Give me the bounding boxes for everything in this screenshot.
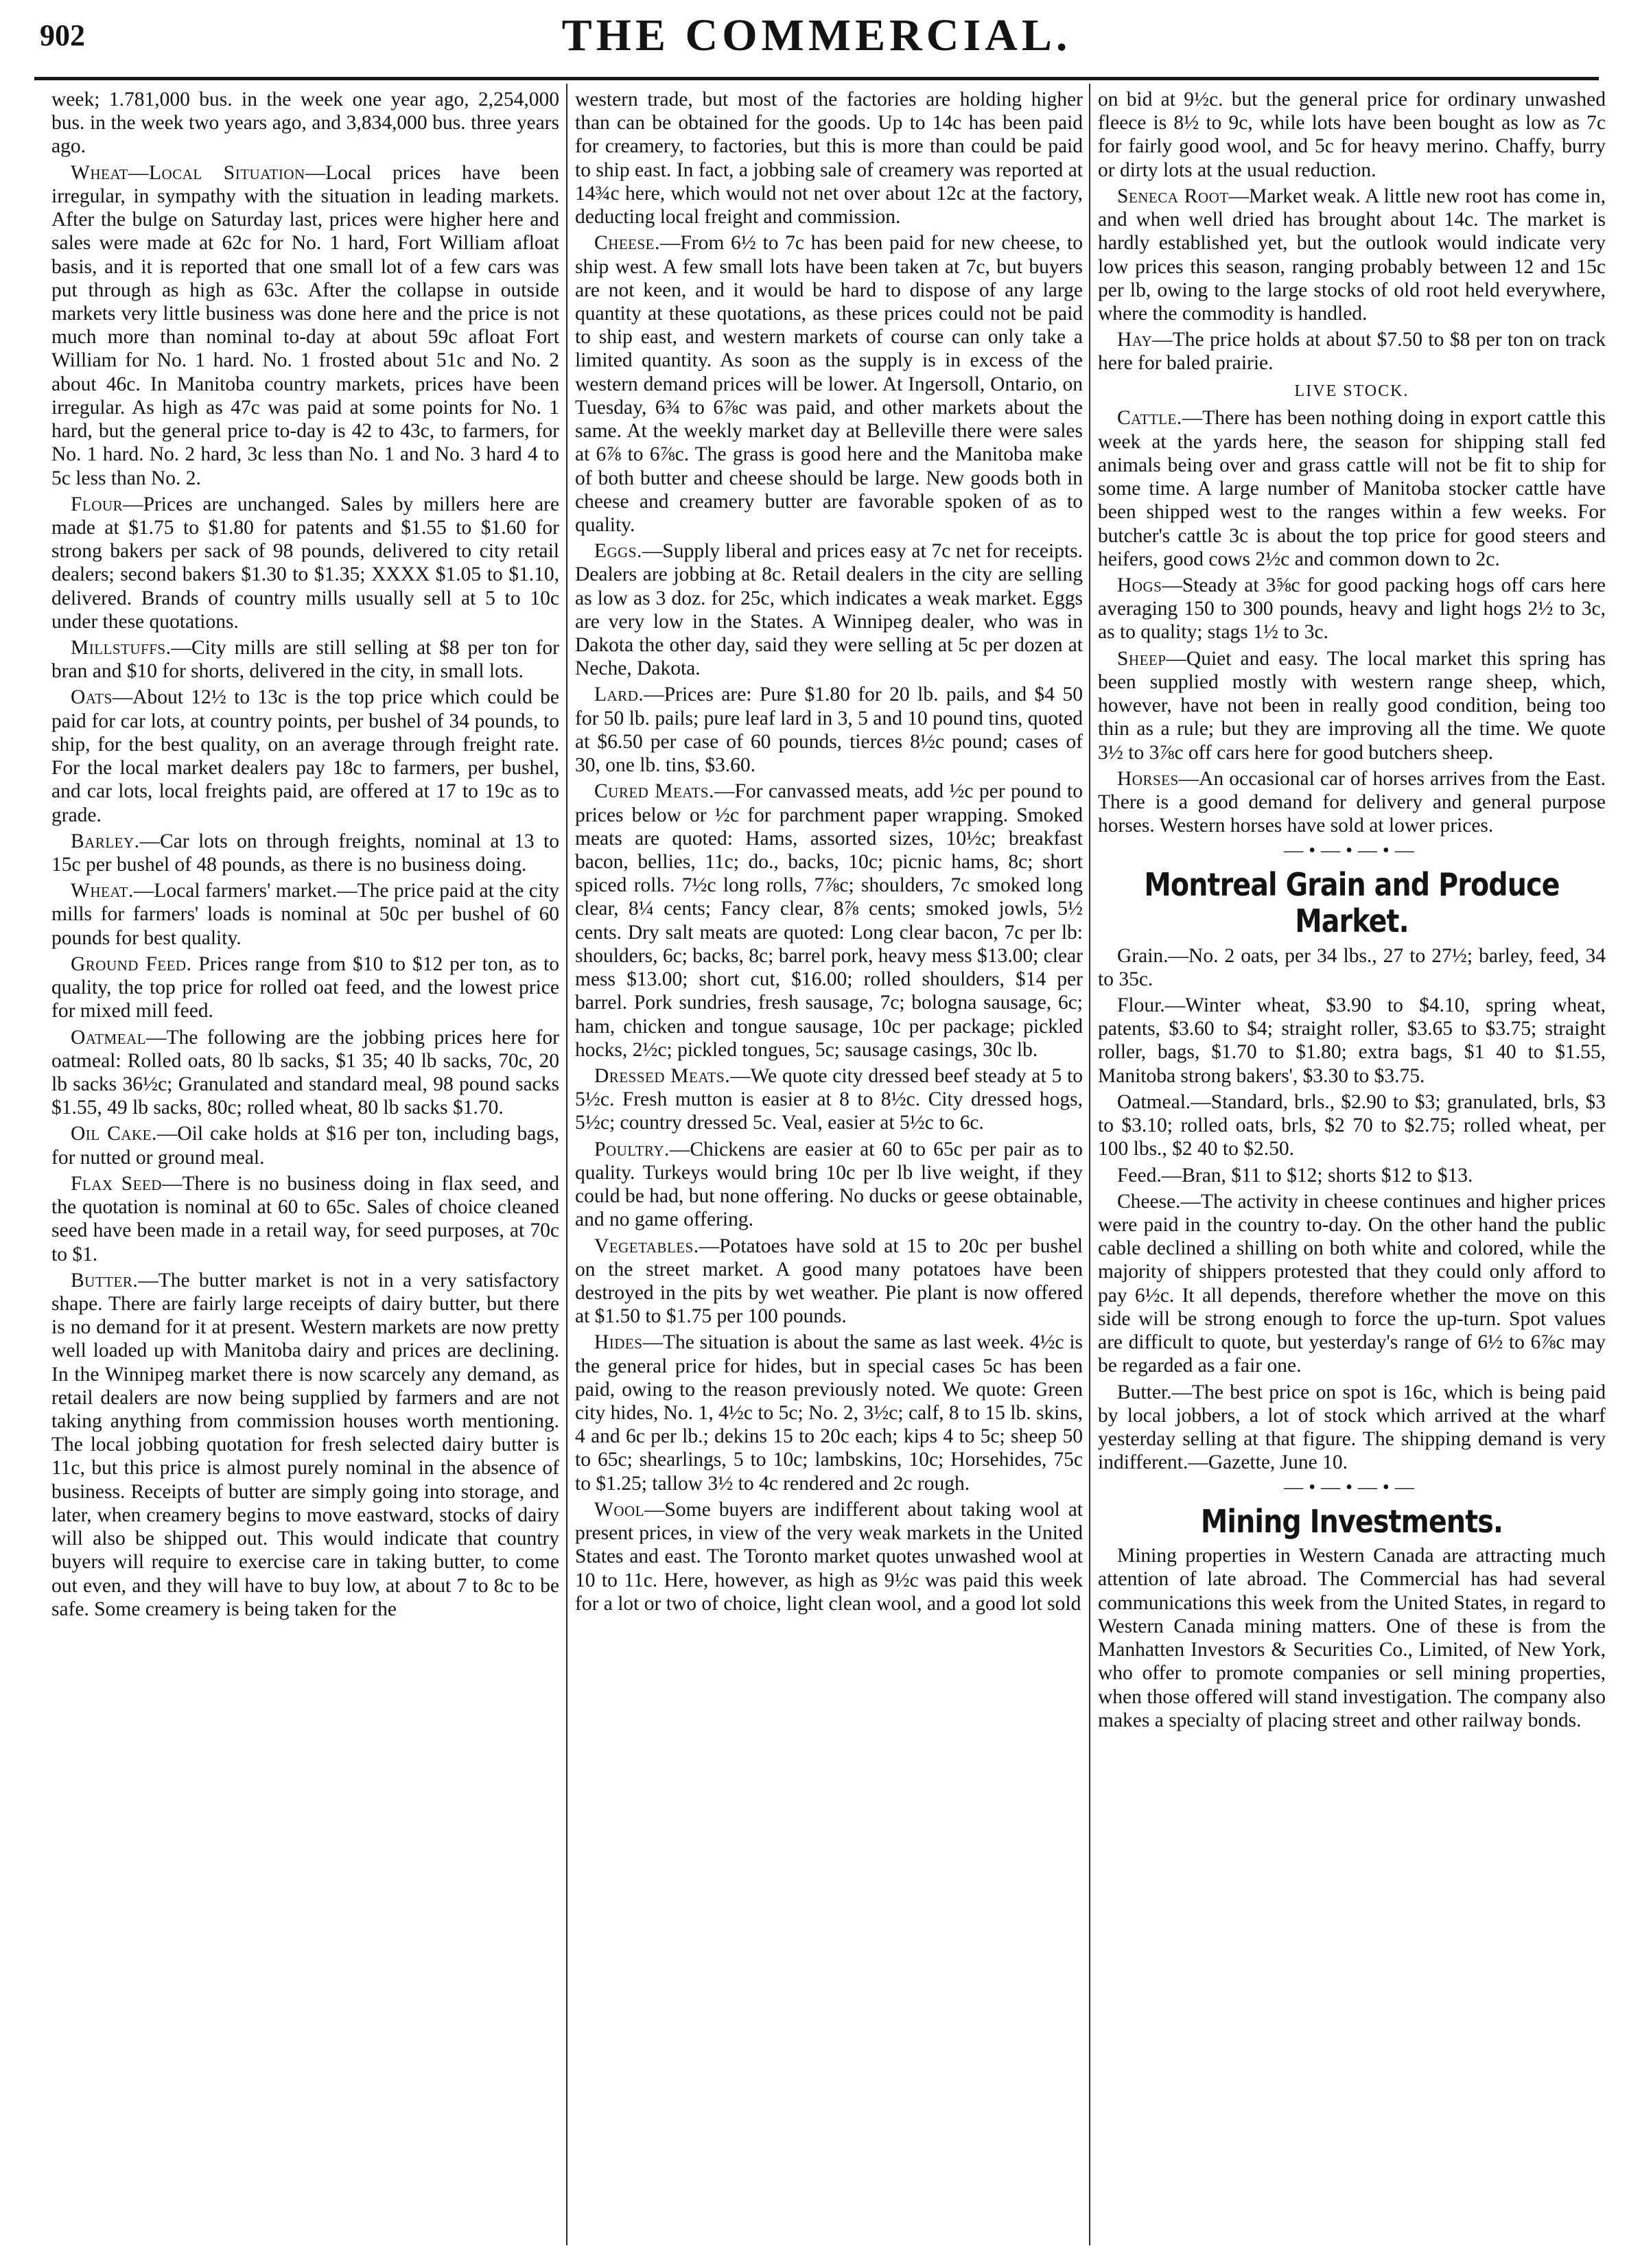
paragraph-text: —Some buyers are indifferent about taking wool at present prices, in view of the very weak markets in the United States and east. The Toronto market quotes unwashed wool at 10 to 11c. Here, however, as high as 9½c was paid this week for a lot or two of choice, light clean wool, and a good lot sold: [575, 1498, 1083, 1615]
paragraph: [1098, 994, 1606, 1088]
ornament-separator: —•—•—•—: [1284, 840, 1420, 862]
paragraph-lead: Sheep: [1117, 647, 1167, 670]
paragraph-text: —Steady at 3⅝c for good packing hogs off cars here averaging 150 to 300 pounds, heavy and light hogs 2½ to 3c, as to quality; stags 1½ to 3c.: [1098, 574, 1606, 644]
paragraph: [1098, 767, 1606, 838]
article-title: Mining Investments.: [1200, 1502, 1503, 1540]
paragraph: [1098, 328, 1606, 375]
paragraph-lead: Ground Feed.: [71, 952, 192, 975]
paragraph-text: —There is no business doing in flax seed, and the quotation is nominal at 60 to 65c. Sales of choice cleaned seed have been made in a retail way, for seed purposes, at 70c to $1.: [51, 1172, 559, 1265]
paragraph-lead: Lard.: [594, 683, 644, 706]
paragraph-lead: Vegetables.: [594, 1235, 699, 1257]
paragraph: [51, 1122, 559, 1169]
paragraph-text: —Prices are: Pure $1.80 for 20 lb. pails, and $4 50 for 50 lb. pails; pure leaf lard in 3, 5 and 10 pound tins, quoted at $6.50 per case of 60 pounds, tierces 8½c pound; cases of 30, one lb. tins, $3.60.: [575, 683, 1083, 777]
paragraph-lead: Seneca Root: [1117, 185, 1229, 207]
masthead-title: THE COMMERCIAL.: [561, 10, 1072, 60]
paragraph-text: —Local farmers' market.—The price paid at the city mills for farmers' loads is nominal at 50c per bushel of 60 pounds for best quality.: [51, 880, 559, 949]
paragraph-text: —Chickens are easier at 60 to 65c per pair as to quality. Turkeys would bring 10c per lb live weight, if they could be had, but none offering. No ducks or geese obtainable, and no game offering.: [575, 1138, 1083, 1231]
paragraph: [51, 686, 559, 826]
paragraph: [51, 636, 559, 683]
paragraph-lead: Oats: [71, 686, 113, 709]
paragraph: [1098, 406, 1606, 571]
paragraph: [1098, 185, 1606, 325]
header-rule: [34, 77, 1599, 80]
paragraph: [51, 830, 559, 876]
paragraph: [575, 231, 1083, 537]
paragraph-text: on bid at 9½c. but the general price for ordinary unwashed fleece is 8½ to 9c, while lots have been bought as low as 7c for fairly good wool, and 5c for heavy merino. Chaffy, burry or dirty lots at the usual reduction.: [1098, 89, 1606, 181]
paragraph: [51, 1269, 559, 1621]
paragraph-text: —Local prices have been irregular, in sympathy with the situation in leading markets. After the bulge on Saturday last, prices were higher here and sales were made at 62c for No. 1 hard, Fort William afloat basis, and it is reported that one small lot of a few cars was put through as high as 63c. After the collapse in outside markets very little business was done here and the price is not much more than nominal to-day at about 59c afloat Fort William for No. 1 hard. No. 1 frosted about 51c and No. 2 about 46c. In Manitoba country markets, prices have been irregular. As high as 47c was paid at some points for No. 1 hard, but the general price to-day is 42 to 43c, to farmers, for No. 1 hard. No. 2 hard, 3c less than No. 1 and No. 3 hard 4 to 5c less than No. 2.: [51, 161, 559, 489]
column-divider: [1089, 84, 1090, 2245]
paragraph-text: —About 12½ to 13c is the top price which could be paid for car lots, at country points, per bushel of 34 pounds, to ship, for the best quality, on an average through freight rate. For the local market dealers pay 18c to farmers, per bushel, and car lots, local freights paid, are offered at 17 to 19c as to grade.: [51, 686, 559, 826]
paragraph: [51, 1172, 559, 1266]
paragraph: [575, 1498, 1083, 1615]
paragraph-lead: Cheese.: [594, 232, 660, 255]
paragraph-text: Flour.—Winter wheat, $3.90 to $4.10, spring wheat, patents, $3.60 to $4; straight roller, $3.65 to $3.75; straight roller, bags, $1.70 to $1.80; extra bags, $1 40 to $1.55, Manitoba strong bakers', $3.30 to $3.75.: [1098, 994, 1606, 1087]
paragraph-text: —Oil cake holds at $16 per ton, including bags, for nutted or ground meal.: [51, 1123, 559, 1169]
paragraph: [1098, 1090, 1606, 1161]
paragraph: [1098, 647, 1606, 764]
paragraph-lead: Wool: [594, 1498, 645, 1521]
paragraph-text: —The following are the jobbing prices here for oatmeal: Rolled oats, 80 lb sacks, $1 35; 40 lb sacks, 70c, 20 lb sacks 36½c; Granulated and standard meal, 98 pound sacks $1.55, 49 lb sacks, 80c; rolled wheat, 80 lb sacks $1.70.: [51, 1026, 559, 1119]
column-1: [51, 88, 559, 2249]
paragraph-text: Oatmeal.—Standard, brls., $2.90 to $3; granulated, brls, $3 to $3.10; rolled oats, brls, $2 70 to $2.75; rolled wheat, per 100 lbs., $2 40 to $2.50.: [1098, 1090, 1606, 1160]
paragraph-lead: Flax Seed: [71, 1172, 162, 1195]
column-divider: [566, 84, 567, 2245]
paragraph-lead: Cured Meats.: [594, 780, 714, 803]
paragraph: [51, 493, 559, 633]
page-header: [34, 5, 1599, 74]
paragraph-text: —Quiet and easy. The local market this spring has been supplied mostly with western range sheep, which, however, have not been in really good condition, being too thin as a rule; but they are improving all the time. We quote 3½ to 3⅞c off cars here for good butchers sheep.: [1098, 647, 1606, 764]
paragraph-text: —From 6½ to 7c has been paid for new cheese, to ship west. A few small lots have been taken at 7c, but buyers are not keen, and it would be hard to dispose of any large quantity at these quotations, as these prices could not be paid to ship east, and western markets of course can only take a limited quantity. As soon as the supply is in excess of the western demand prices will be lower. At Ingersoll, Ontario, on Tuesday, 6¾ to 6⅞c was paid, and other markets about the same. At the weekly market day at Belleville there were sales at 6⅞ to 6⅞c. The grass is good here and the Manitoba make of both butter and cheese should be large. New goods both in cheese and creamery butter are favorable spoken of as to quality.: [575, 232, 1083, 536]
paragraph-lead: Oil Cake.: [71, 1123, 157, 1145]
paragraph-lead: Wheat.: [71, 880, 134, 902]
paragraph-text: —City mills are still selling at $8 per ton for bran and $10 for shorts, delivered in the city, in small lots.: [51, 637, 559, 683]
paragraph-lead: Poultry.: [594, 1138, 670, 1160]
paragraph: [1098, 1164, 1606, 1187]
paragraph-text: Butter.—The best price on spot is 16c, which is being paid by local jobbers, a lot of stock which arrived at the wharf yesterday selling at that figure. The shipping demand is very indifferent.—Gazette, June 10.: [1098, 1381, 1606, 1474]
paragraph-lead: Oatmeal: [71, 1026, 146, 1049]
paragraph: [575, 1235, 1083, 1329]
paragraph: [51, 952, 559, 1023]
column-2: [575, 88, 1083, 2249]
paragraph-text: —Prices are unchanged. Sales by millers here are made at $1.75 to $1.80 for patents and $1.55 to $1.60 for strong bakers per sack of 98 pounds, delivered to city retail dealers; second bakers $1.30 to $1.35; XXXX $1.05 to $1.10, delivered. Brands of country mills usually sell at 5 to 10c under these quotations.: [51, 493, 559, 633]
paragraph-text: —Potatoes have sold at 15 to 20c per bushel on the street market. A good many potatoes have been destroyed in the pits by wet weather. Pie plant is now offered at $1.50 to $1.75 per 100 pounds.: [575, 1235, 1083, 1328]
paragraph-lead: Hay: [1117, 329, 1153, 351]
paragraph: [575, 683, 1083, 777]
paragraph-text: Mining properties in Western Canada are attracting much attention of late abroad. The Commercial has had several communications this week from the United States, in regard to Western Canada mining matters. One of these is from the Manhatten Investors & Securities Co., Limited, of New York, who offer to promote companies or sell mining properties, when those offered will stand investigation. The company also makes a specialty of placing street and other railway bonds.: [1098, 1545, 1606, 1731]
paragraph-text: —Car lots on through freights, nominal at 13 to 15c per bushel of 48 pounds, as there is no business doing.: [51, 830, 559, 876]
paragraph-text: —An occasional car of horses arrives from the East. There is a good demand for delivery and general purpose horses. Western horses have sold at lower prices.: [1098, 767, 1606, 837]
paragraph: [1098, 1544, 1606, 1732]
paragraph-text: Grain.—No. 2 oats, per 34 lbs., 27 to 27½; barley, feed, 34 to 35c.: [1098, 944, 1606, 990]
paragraph: [1098, 1190, 1606, 1378]
paragraph: [51, 161, 559, 490]
paragraph-lead: Hides: [594, 1331, 643, 1354]
paragraph: [1098, 574, 1606, 644]
paragraph: [575, 1064, 1083, 1135]
paragraph-text: —The butter market is not in a very satisfactory shape. There are fairly large receipts of dairy butter, but there is no demand for it at present. Western markets are now pretty well loaded up with Manitoba dairy and prices are declining. In the Winnipeg market there is now scarcely any demand, as retail dealers are now being supplied by farmers and are not taking anything from commission houses worth mentioning. The local jobbing quotation for fresh selected dairy butter is 11c, but this price is almost purely nominal in the absence of business. Receipts of butter are simply going into storage, and later, when creamery begins to move eastward, stocks of dairy will also be shipped out. This would indicate that country buyers will require to exercise care in taking butter, to come out even, and they will have to buy low, at about 7 to 8c to be safe. Some creamery is being taken for the: [51, 1269, 559, 1620]
paragraph-lead: Butter.: [71, 1269, 139, 1291]
column-3: [1098, 88, 1606, 2249]
section-subheading: LIVE STOCK.: [1294, 382, 1409, 400]
paragraph-lead: Eggs.: [594, 540, 642, 563]
article-title: Montreal Grain and Produce Market.: [1144, 865, 1560, 940]
ornament-separator: —•—•—•—: [1284, 1477, 1420, 1499]
paragraph-lead: Barley.: [71, 830, 140, 852]
paragraph: [1098, 944, 1606, 991]
paragraph: [575, 539, 1083, 680]
paragraph-text: —Supply liberal and prices easy at 7c net for receipts. Dealers are jobbing at 8c. Retail dealers in the city are selling as low as 3 doz. for 25c, which indicates a weak market. Eggs are very low in the States. A Winnipeg dealer, who was in Dakota the other day, said they were selling at 5c per dozen at Neche, Dakota.: [575, 540, 1083, 680]
paragraph: [51, 1026, 559, 1120]
paragraph: [51, 879, 559, 950]
paragraph-lead: Cattle.: [1117, 407, 1182, 430]
paragraph: [575, 88, 1083, 229]
paragraph-text: week; 1.781,000 bus. in the week one year ago, 2,254,000 bus. in the week two years ago, and 3,834,000 bus. three years ago.: [51, 89, 559, 158]
paragraph-lead: Horses: [1117, 767, 1179, 790]
paragraph: [1098, 1381, 1606, 1475]
page-number: 902: [40, 19, 85, 52]
paragraph-lead: Wheat—Local Situation: [71, 161, 305, 184]
paragraph: [1098, 88, 1606, 182]
paragraph-text: —The situation is about the same as last week. 4½c is the general price for hides, but in special cases 5c has been paid, owing to the reason previously noted. We quote: Green city hides, No. 1, 4½c to 5c; No. 2, 3½c; calf, 8 to 15 lb. skins, 4 and 6c per lb.; dekins 15 to 20c each; kips 4 to 5c; sheep 50 to 65c; shearlings, 5 to 10c; lambskins, 10c; Horsehides, 75c to $1.25; tallow 3½ to 4c rendered and 2c rough.: [575, 1331, 1083, 1495]
paragraph-text: —The price holds at about $7.50 to $8 per ton on track here for baled prairie.: [1098, 329, 1606, 375]
paragraph: [575, 1331, 1083, 1495]
paragraph-text: —We quote city dressed beef steady at 5 to 5½c. Fresh mutton is easier at 8 to 8½c. City dressed hogs, 5½c; country dressed 5c. Veal, easier at 5½c to 6c.: [575, 1064, 1083, 1134]
paragraph-text: —Market weak. A little new root has come in, and when well dried has brought about 14c. The market is hardly established yet, but the outlook would indicate very low prices this season, ranging probably between 12 and 15c per lb, owing to the large stocks of old root held everywhere, where the commodity is handled.: [1098, 185, 1606, 325]
paragraph-text: —For canvassed meats, add ½c per pound to prices below or ½c for parchment paper wrapping. Smoked meats are quoted: Hams, assorted sizes, 10½c; breakfast bacon, bellies, 11c; do., backs, 10c; picnic hams, 8c; short spiced rolls. 7½c long rolls, 7⅞c; shoulders, 7c smoked long clear, 8¼ cents; Fancy clear, 8⅞ cents; smoked jowls, 5½ cents. Dry salt meats are quoted: Long clear bacon, 7c per lb: shoulders, 6c; backs, 8c; barrel pork, heavy mess $13.00; clear mess $13.00; short cut, $16.00; rolled shoulders, $14 per barrel. Pork sundries, fresh sausage, 7c; bologna sausage, 6c; ham, chicken and tongue sausage, 10c per package; pickled hocks, 2½c; pickled tongues, 5c; sausage casings, 30c lb.: [575, 780, 1083, 1061]
paragraph-text: western trade, but most of the factories are holding higher than can be obtained for the goods. Up to 14c has been paid for creamery, to factories, but this is more than could be paid to ship east. In fact, a jobbing sale of creamery was reported at 14¾c here, which would not net over about 12c at the factory, deducting local freight and commission.: [575, 89, 1083, 229]
paragraph: [575, 780, 1083, 1062]
paragraph-text: Feed.—Bran, $11 to $12; shorts $12 to $13.: [1117, 1164, 1473, 1186]
paragraph-lead: Dressed Meats.: [594, 1064, 731, 1087]
paragraph-text: Cheese.—The activity in cheese continues and higher prices were paid in the country to-day. On the other hand the public cable declined a shilling on both white and colored, while the majority of shippers protested that they could only afford to pay 6½c. It all depends, therefore whether the move on this side will be strong enough to force the up-turn. Spot values are difficult to quote, but yesterday's range of 6½ to 6⅞c may be regarded as a fair one.: [1098, 1190, 1606, 1377]
paragraph-text: Prices range from $10 to $12 per ton, as to quality, the top price for rolled oat feed, and the lowest price for mixed mill feed.: [51, 952, 559, 1022]
paragraph-lead: Hogs: [1117, 574, 1162, 596]
paragraph-lead: Flour: [71, 493, 124, 515]
paragraph: [51, 88, 559, 159]
paragraph: [575, 1138, 1083, 1232]
paragraph-text: —There has been nothing doing in export cattle this week at the yards here, the season for shipping stall fed animals being over and grass cattle will not be fit to ship for some time. A large number of Manitoba stocker cattle have been shipped west to the ranges within a few weeks. For butcher's cattle 3c is about the top price for good steers and heifers, good cows 2½c and common down to 2c.: [1098, 407, 1606, 570]
paragraph-lead: Millstuffs.: [71, 637, 172, 659]
